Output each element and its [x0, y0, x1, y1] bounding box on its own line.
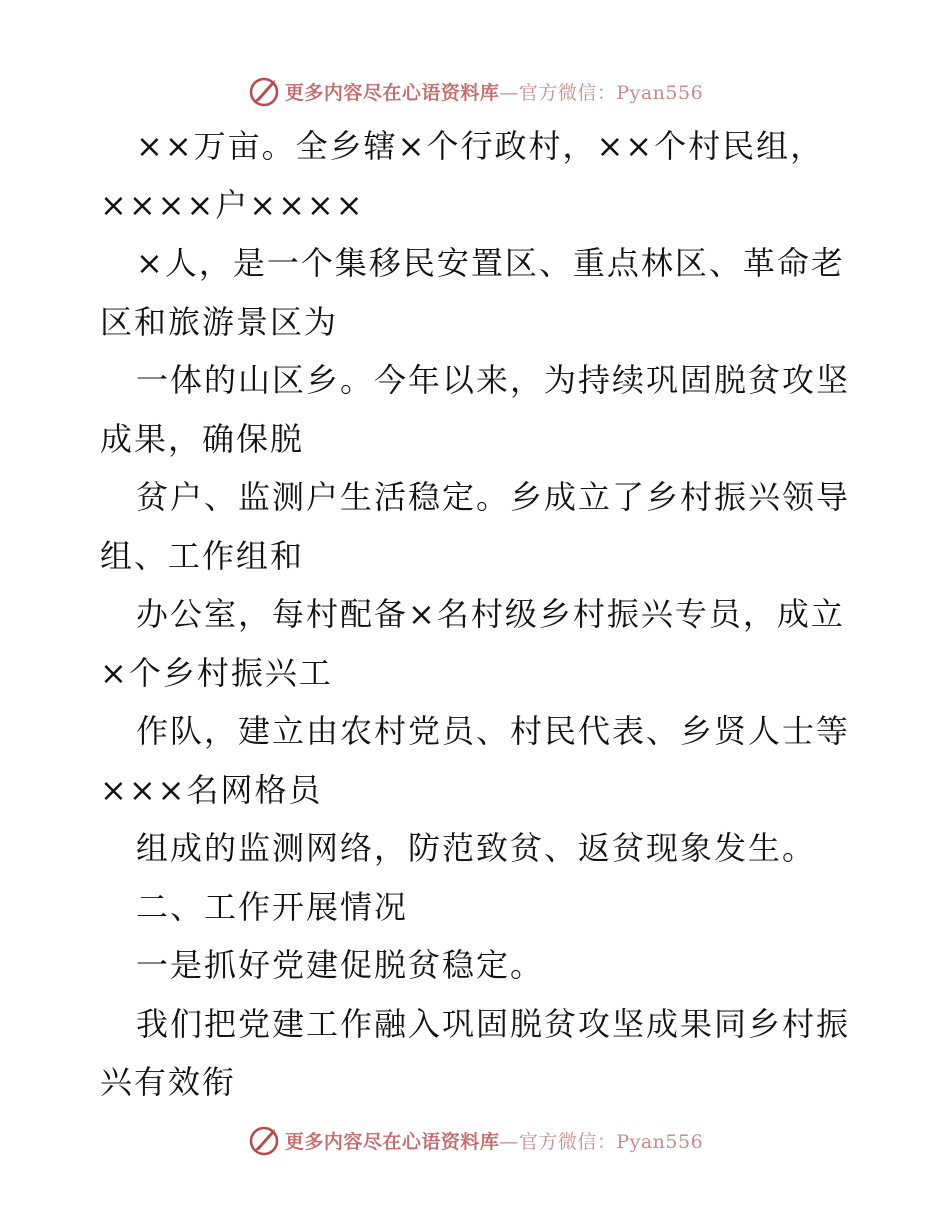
- subsection-heading: 一是抓好党建促脱贫稳定。: [136, 946, 545, 984]
- body-line: 兴有效衔: [100, 1063, 237, 1101]
- body-line: ××万亩。全乡辖×个行政村，××个村民组，: [136, 127, 825, 165]
- watermark-sep: —: [499, 81, 519, 104]
- body-line: 办公室，每村配备×名村级乡村振兴专员，成立: [136, 595, 845, 633]
- watermark-wechat: 官方微信：Pyan556: [518, 81, 704, 104]
- body-line: 贫户、监测户生活稳定。乡成立了乡村振兴领导: [136, 478, 851, 516]
- header-watermark: [0, 71, 950, 111]
- body-line: 一体的山区乡。今年以来，为持续巩固脱贫攻坚: [136, 361, 851, 399]
- body-line: 区和旅游景区为: [100, 302, 339, 341]
- body-line: ×个乡村振兴工: [100, 653, 333, 692]
- quill-logo-icon: [247, 1123, 281, 1157]
- watermark-wechat: 官方微信：Pyan556: [518, 1130, 704, 1153]
- watermark-main: 更多内容尽在心语资料库: [284, 81, 500, 104]
- footer-watermark: [0, 1120, 950, 1160]
- body-line: ××××户××××: [100, 185, 365, 224]
- document-body: [100, 117, 860, 1112]
- body-line: 我们把党建工作融入巩固脱贫攻坚成果同乡村振: [136, 1004, 851, 1043]
- watermark-text: [285, 78, 703, 105]
- body-line: 组成的监测网络，防范致贫、返贫现象发生。: [136, 829, 817, 867]
- body-line: ×人，是一个集移民安置区、重点林区、革命老: [136, 244, 845, 282]
- section-heading: 二、工作开展情况: [136, 887, 409, 926]
- body-line: ×××名网格员: [100, 770, 323, 809]
- watermark-text: [285, 1127, 703, 1154]
- quill-logo-icon: [247, 74, 281, 108]
- body-line: 组、工作组和: [100, 536, 305, 575]
- watermark-sep: —: [499, 1130, 519, 1153]
- body-line: 成果，确保脱: [100, 419, 305, 458]
- body-line: 作队，建立由农村党员、村民代表、乡贤人士等: [136, 712, 851, 750]
- watermark-main: 更多内容尽在心语资料库: [284, 1130, 500, 1153]
